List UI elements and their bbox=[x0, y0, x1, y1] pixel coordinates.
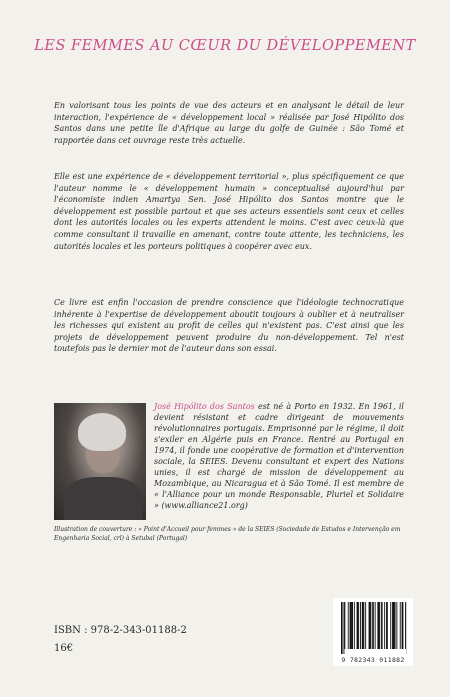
barcode-bar bbox=[379, 602, 380, 649]
cover-title: LES FEMMES AU CŒUR DU DÉVELOPPEMENT bbox=[34, 38, 416, 54]
summary-paragraph-2: Elle est une expérience de « développement territorial », plus spécifiquement ce que l'auteur nomme le « développement humain » conceptualisé aujourd'hui par l'économiste indien Amartya Sen. José Hipólito dos Santos montre que le développement est possible partout et que ses acteurs essentiels sont ceux et celles dont les autorités locales ou les experts attendent le moins. C'est avec ceux-là que comme consultant il travaille en amenant, contre toute attente, les techniciens, les autorités locales et les porteurs politiques à coopérer avec eux. bbox=[54, 172, 404, 251]
barcode-bar bbox=[390, 602, 391, 649]
barcode-bar bbox=[372, 602, 374, 649]
barcode-bar bbox=[377, 602, 379, 649]
barcode-bar bbox=[358, 602, 359, 649]
photo-hair bbox=[78, 413, 126, 451]
barcode-bar bbox=[396, 602, 397, 649]
summary-paragraph-3: Ce livre est enfin l'occasion de prendre conscience que l'idéologie technocratique inhérente à l'expertise de développement aboutit toujours à oublier et à neutraliser les richesses qui existent au profit de celles qui n'existent pas. C'est ainsi que les projets de développement peuvent produire du non-développement. Tel n'est toutefois pas le dernier mot de l'auteur dans son essai. bbox=[54, 298, 404, 354]
barcode-bar bbox=[386, 602, 387, 649]
barcode-bar bbox=[360, 602, 361, 649]
barcode-bar bbox=[375, 602, 376, 649]
barcode-bar bbox=[402, 602, 403, 649]
barcode-bar bbox=[362, 602, 364, 649]
barcode-number: 9 782343 011882 bbox=[341, 656, 405, 664]
price-label: 16€ bbox=[54, 643, 74, 654]
illustration-credit: Illustration de couverture : « Point d'Accueil pour femmes » de la SEIES (Sociedade de Estudos e Intervenção em Engenharia Social, crl) à Setubal (Portugal) bbox=[54, 526, 401, 542]
barcode-bar bbox=[341, 602, 343, 654]
author-bio-text: est né à Porto en 1932. En 1961, il devient résistant et cadre dirigeant de mouvements révolutionnaires portugais. Emprisonné par le régime, il doit s'exiler en Algérie puis en France. Rentré au Portugal en 1974, il fonde une coopérative de formation et d'intervention sociale, la SEIES. Devenu consultant et expert des Nations unies, il est chargé de mission de développement au Mozambique, au Nicaragua et à São Tomé. Il est membre de « l'Alliance pour un monde Responsable, Pluriel et Solidaire » (www.alliance21.org) bbox=[154, 402, 404, 510]
summary-paragraph-1: En valorisant tous les points de vue des acteurs et en analysant le détail de leur interaction, l'expérience de « développement local » réalisée par José Hipólito dos Santos dans une petite île d'Afrique au large du golfe de Guinée : São Tomé et rapportée dans cet ouvrage reste très actuelle. bbox=[54, 101, 404, 145]
author-name: José Hipólito dos Santos bbox=[154, 402, 255, 411]
barcode-bar bbox=[403, 602, 404, 649]
barcode-bar bbox=[392, 602, 393, 649]
barcode-bar bbox=[395, 602, 396, 649]
barcode-bar bbox=[344, 602, 345, 654]
barcode-bar bbox=[381, 602, 382, 649]
barcode-bar bbox=[369, 602, 370, 649]
barcode-bar bbox=[387, 602, 388, 649]
barcode bbox=[333, 598, 413, 666]
barcode-bar bbox=[350, 602, 351, 649]
barcode-bar bbox=[370, 602, 371, 649]
barcode-bar bbox=[405, 602, 406, 649]
isbn-label: ISBN : 978-2-343-01188-2 bbox=[54, 625, 187, 636]
barcode-bar bbox=[363, 602, 364, 649]
barcode-bar bbox=[351, 602, 352, 649]
photo-shirt bbox=[64, 477, 142, 520]
barcode-bar bbox=[354, 602, 355, 649]
barcode-bar bbox=[351, 602, 353, 649]
barcode-bars bbox=[339, 602, 407, 654]
author-bio bbox=[154, 401, 404, 511]
barcode-bar bbox=[384, 602, 385, 649]
barcode-bar bbox=[348, 602, 349, 649]
barcode-bar bbox=[344, 602, 345, 649]
author-photo bbox=[54, 403, 146, 520]
barcode-bar bbox=[393, 602, 395, 649]
barcode-bar bbox=[382, 602, 383, 649]
barcode-bar bbox=[370, 602, 371, 649]
barcode-bar bbox=[400, 602, 401, 649]
barcode-bar bbox=[357, 602, 359, 649]
barcode-bar bbox=[365, 602, 366, 649]
